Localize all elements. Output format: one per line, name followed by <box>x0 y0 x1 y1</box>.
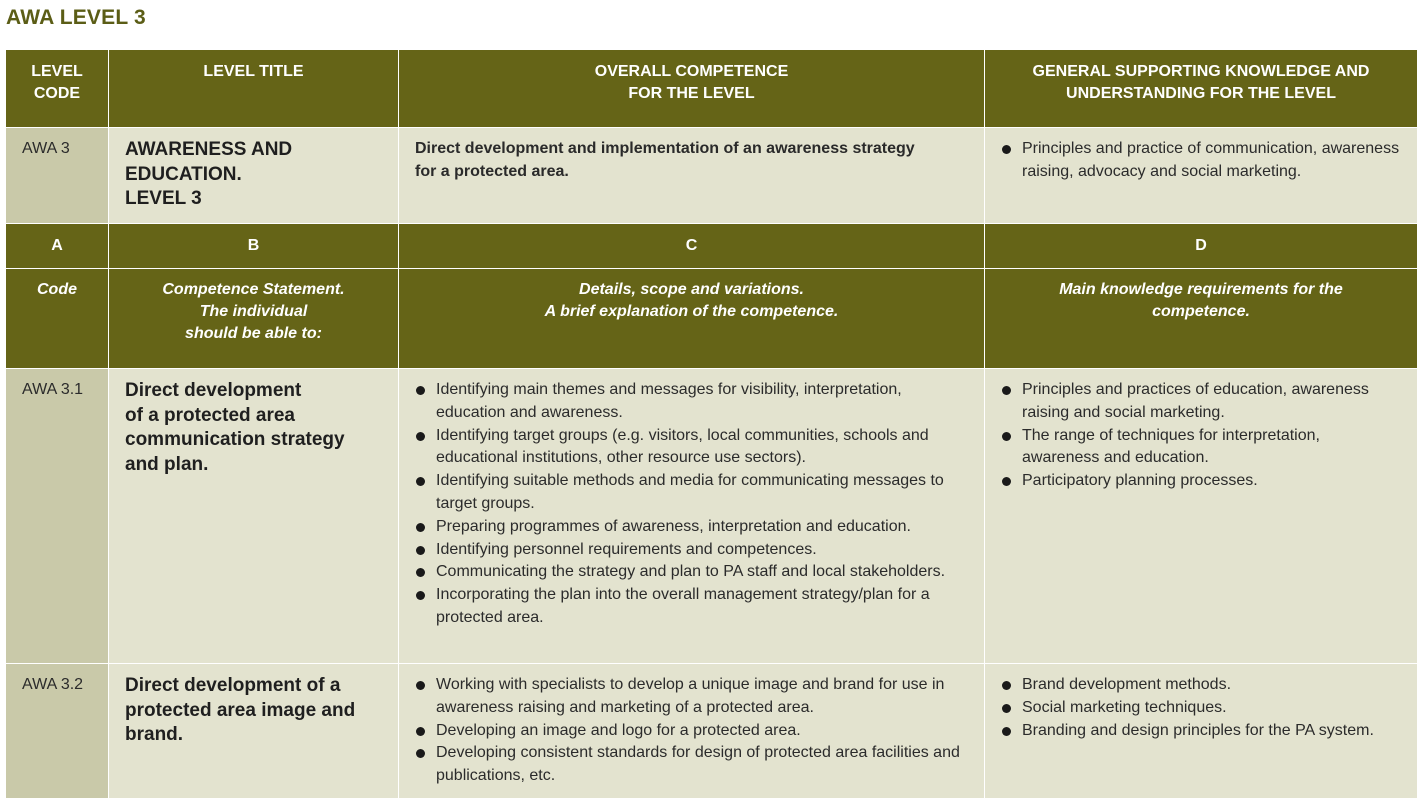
competence-code: AWA 3.1 <box>6 369 109 664</box>
subheader-code: Code <box>6 269 109 369</box>
level-overall-competence: Direct development and implementation of an awareness strategy for a protected area. <box>399 128 985 224</box>
page-title: AWA LEVEL 3 <box>6 6 146 29</box>
list-item: Identifying target groups (e.g. visitors, local communities, schools and educational institutions, other resource use sectors). <box>415 425 968 471</box>
level-row <box>6 128 1418 224</box>
competence-code: AWA 3.2 <box>6 664 109 799</box>
list-item: Preparing programmes of awareness, interpretation and education. <box>415 516 968 539</box>
column-letter-d: D <box>985 224 1418 269</box>
competence-table <box>5 49 1418 799</box>
competence-row <box>6 664 1418 799</box>
competence-row <box>6 369 1418 664</box>
column-letter-b: B <box>109 224 399 269</box>
competence-details <box>399 664 985 799</box>
column-letter-a: A <box>6 224 109 269</box>
list-item: Social marketing techniques. <box>1001 697 1401 720</box>
subheader-statement: Competence Statement. The individual should be able to: <box>109 269 399 369</box>
list-item: Communicating the strategy and plan to PA staff and local stakeholders. <box>415 561 968 584</box>
level-knowledge <box>985 128 1418 224</box>
list-item: Identifying suitable methods and media for communicating messages to target groups. <box>415 470 968 516</box>
list-item: Developing an image and logo for a protected area. <box>415 720 968 743</box>
competence-details <box>399 369 985 664</box>
list-item: Working with specialists to develop a unique image and brand for use in awareness raising and marketing of a protected area. <box>415 674 968 720</box>
competence-statement: Direct development of a protected area image and brand. <box>109 664 399 799</box>
list-item: Identifying main themes and messages for visibility, interpretation, education and awareness. <box>415 379 968 425</box>
subheader-knowledge: Main knowledge requirements for the competence. <box>985 269 1418 369</box>
header-row <box>6 50 1418 128</box>
list-item: Principles and practice of communication, awareness raising, advocacy and social marketing. <box>1001 138 1401 184</box>
list-item: Brand development methods. <box>1001 674 1401 697</box>
header-general-knowledge: GENERAL SUPPORTING KNOWLEDGE AND UNDERSTANDING FOR THE LEVEL <box>985 50 1418 128</box>
list-item: Principles and practices of education, awareness raising and social marketing. <box>1001 379 1401 425</box>
subheader-row <box>6 269 1418 369</box>
header-level-code: LEVEL CODE <box>6 50 109 128</box>
column-letter-c: C <box>399 224 985 269</box>
list-item: The range of techniques for interpretation, awareness and education. <box>1001 425 1401 471</box>
list-item: Developing consistent standards for design of protected area facilities and publications, etc. <box>415 742 968 788</box>
list-item: Identifying personnel requirements and competences. <box>415 539 968 562</box>
list-item: Incorporating the plan into the overall management strategy/plan for a protected area. <box>415 584 968 630</box>
competence-knowledge <box>985 369 1418 664</box>
header-overall-competence: OVERALL COMPETENCE FOR THE LEVEL <box>399 50 985 128</box>
header-level-title: LEVEL TITLE <box>109 50 399 128</box>
competence-statement: Direct development of a protected area communication strategy and plan. <box>109 369 399 664</box>
subheader-details: Details, scope and variations. A brief explanation of the competence. <box>399 269 985 369</box>
list-item: Participatory planning processes. <box>1001 470 1401 493</box>
competence-knowledge <box>985 664 1418 799</box>
list-item: Branding and design principles for the PA system. <box>1001 720 1401 743</box>
level-code: AWA 3 <box>6 128 109 224</box>
level-title: AWARENESS AND EDUCATION. LEVEL 3 <box>109 128 399 224</box>
column-letters-row <box>6 224 1418 269</box>
